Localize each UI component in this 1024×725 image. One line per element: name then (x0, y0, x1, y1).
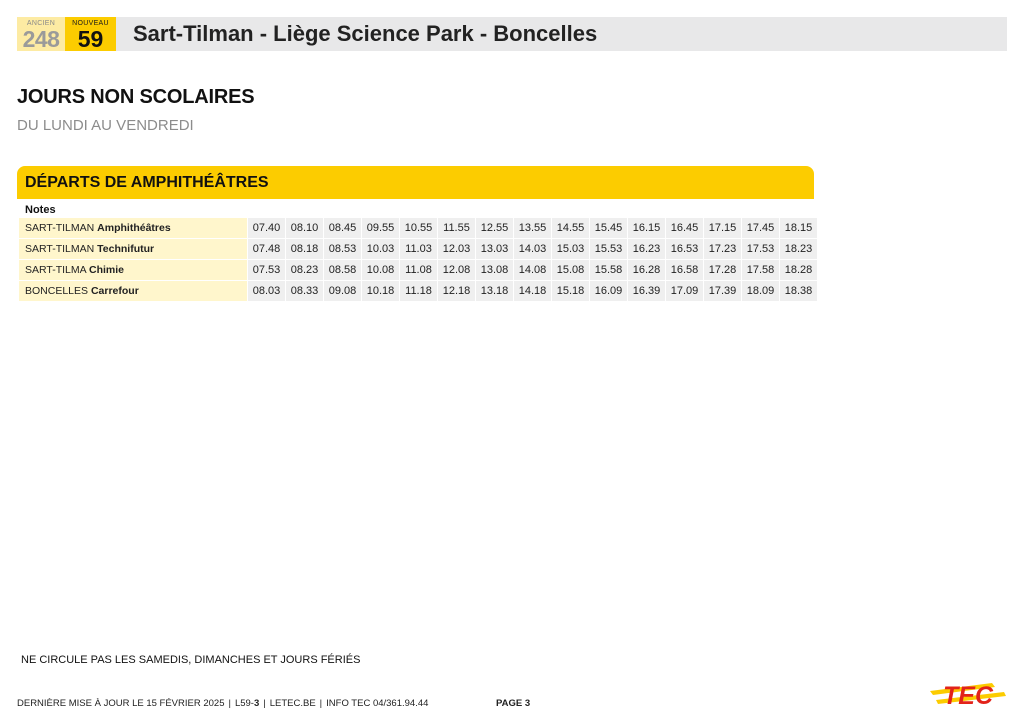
page-header (17, 17, 1007, 51)
departure-time: 08.03 (248, 281, 285, 301)
departure-time: 17.23 (704, 239, 741, 259)
departure-time: 17.28 (704, 260, 741, 280)
new-line-number: 59 (77, 26, 104, 52)
departure-time: 08.10 (286, 218, 323, 238)
departure-time: 18.23 (780, 239, 817, 259)
stop-name: Chimie (89, 264, 125, 276)
departure-time: 12.18 (438, 281, 475, 301)
stop-name: Technifutur (97, 243, 155, 255)
departure-time: 13.18 (476, 281, 513, 301)
departure-section-header (17, 166, 814, 199)
page-ref-prefix: L59- (234, 698, 254, 709)
stop-name-cell (19, 260, 247, 280)
departure-time: 11.08 (400, 260, 437, 280)
departure-time: 12.03 (438, 239, 475, 259)
stop-locality: SART-TILMAN (25, 243, 98, 255)
departure-time: 08.33 (286, 281, 323, 301)
departure-time: 08.58 (324, 260, 361, 280)
departure-time: 07.53 (248, 260, 285, 280)
departure-time: 16.58 (666, 260, 703, 280)
departure-time: 11.55 (438, 218, 475, 238)
new-line-badge (65, 17, 116, 51)
table-row (19, 260, 816, 280)
footer-info: DERNIÈRE MISE À JOUR LE 15 FÉVRIER 2025 | L59-3 | LETEC.BE | INFO TEC 04/361.94.44 (17, 698, 429, 709)
departure-time: 10.18 (362, 281, 399, 301)
departure-time: 16.53 (666, 239, 703, 259)
departure-time: 15.58 (590, 260, 627, 280)
departure-time: 15.18 (552, 281, 589, 301)
schedule-subtitle: DU LUNDI AU VENDREDI (17, 117, 194, 134)
departure-time: 10.03 (362, 239, 399, 259)
page-reference (235, 698, 259, 709)
departure-time: 10.55 (400, 218, 437, 238)
line-title: Sart-Tilman - Liège Science Park - Boncelles (133, 21, 598, 46)
stop-locality: SART-TILMAN (25, 222, 98, 234)
departure-time: 16.23 (628, 239, 665, 259)
departure-time: 15.45 (590, 218, 627, 238)
departure-time: 17.09 (666, 281, 703, 301)
departure-time: 17.39 (704, 281, 741, 301)
departure-time: 08.45 (324, 218, 361, 238)
departure-time: 12.55 (476, 218, 513, 238)
departure-section-title: DÉPARTS DE AMPHITHÉÂTRES (25, 174, 269, 191)
table-row (19, 239, 816, 259)
tec-logo (926, 678, 1010, 710)
departure-time: 15.03 (552, 239, 589, 259)
departure-time: 13.08 (476, 260, 513, 280)
departure-time: 10.08 (362, 260, 399, 280)
departure-time: 18.15 (780, 218, 817, 238)
page-number: PAGE 3 (496, 698, 531, 709)
stop-name-cell (19, 218, 247, 238)
table-row (19, 281, 816, 301)
departure-time: 14.08 (514, 260, 551, 280)
stop-locality: BONCELLES (25, 285, 91, 297)
departure-time: 16.09 (590, 281, 627, 301)
departure-time: 18.38 (780, 281, 817, 301)
departure-time: 15.08 (552, 260, 589, 280)
departure-time: 16.15 (628, 218, 665, 238)
stop-locality: SART-TILMA (25, 264, 89, 276)
logo-text: TEC (943, 682, 993, 710)
departure-time: 08.18 (286, 239, 323, 259)
table-row (19, 218, 816, 238)
departure-time: 16.28 (628, 260, 665, 280)
schedule-title: JOURS NON SCOLAIRES (17, 86, 255, 108)
page-ref-number: 3 (253, 698, 260, 709)
departure-time: 08.53 (324, 239, 361, 259)
new-line-label: NOUVEAU (72, 20, 109, 27)
departure-time: 07.48 (248, 239, 285, 259)
departure-time: 09.08 (324, 281, 361, 301)
old-line-number: 248 (22, 26, 60, 52)
stop-name-cell (19, 281, 247, 301)
old-line-badge (17, 17, 65, 51)
departure-time: 18.28 (780, 260, 817, 280)
service-note: NE CIRCULE PAS LES SAMEDIS, DIMANCHES ET JOURS FÉRIÉS (21, 654, 361, 666)
departure-time: 09.55 (362, 218, 399, 238)
notes-label: Notes (25, 204, 56, 216)
stop-name-cell (19, 239, 247, 259)
stop-name: Amphithéâtres (97, 222, 171, 234)
departure-time: 14.18 (514, 281, 551, 301)
last-update: DERNIÈRE MISE À JOUR LE 15 FÉVRIER 2025 (17, 698, 225, 709)
departure-time: 07.40 (248, 218, 285, 238)
departure-time: 08.23 (286, 260, 323, 280)
info-phone: INFO TEC 04/361.94.44 (326, 698, 429, 709)
departure-time: 15.53 (590, 239, 627, 259)
departure-time: 14.55 (552, 218, 589, 238)
departure-time: 18.09 (742, 281, 779, 301)
departure-time: 12.08 (438, 260, 475, 280)
old-line-label: ANCIEN (26, 20, 56, 27)
departure-time: 13.03 (476, 239, 513, 259)
website-link[interactable]: LETEC.BE (269, 698, 316, 709)
departure-time: 11.18 (400, 281, 437, 301)
departure-time: 13.55 (514, 218, 551, 238)
departure-time: 11.03 (400, 239, 437, 259)
departure-time: 17.58 (742, 260, 779, 280)
departure-time: 16.39 (628, 281, 665, 301)
departure-time: 16.45 (666, 218, 703, 238)
departure-time: 14.03 (514, 239, 551, 259)
stop-name: Carrefour (90, 285, 139, 297)
departure-time: 17.53 (742, 239, 779, 259)
departure-time: 17.15 (704, 218, 741, 238)
departure-time: 17.45 (742, 218, 779, 238)
